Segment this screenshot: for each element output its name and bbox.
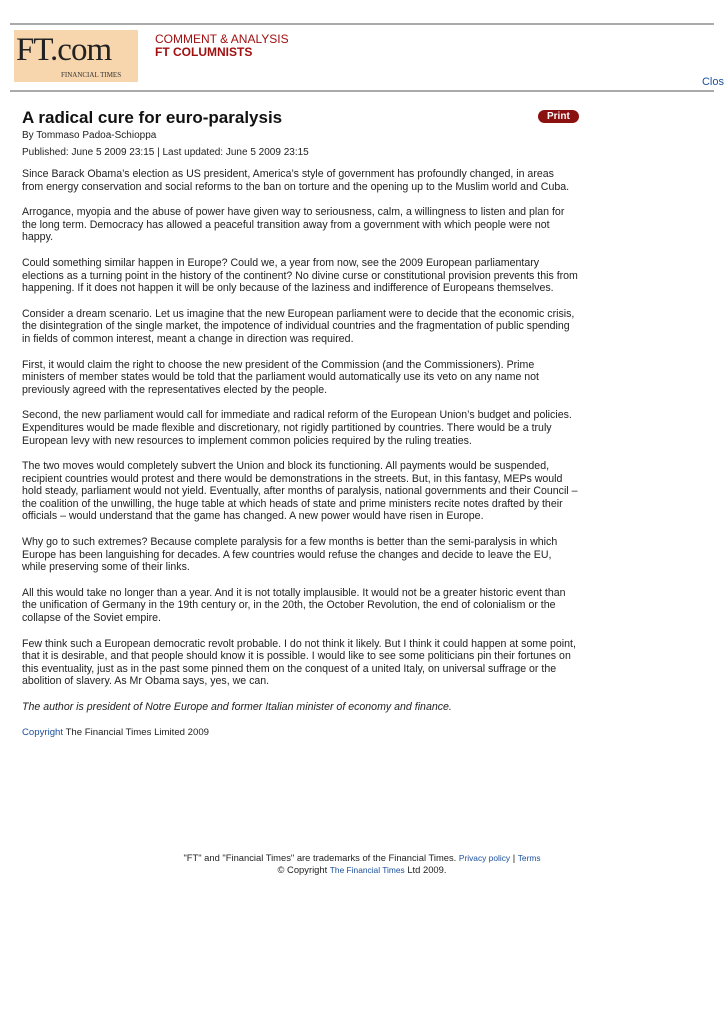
print-button[interactable]: Print (538, 110, 579, 123)
top-rule (10, 23, 714, 25)
paragraph: First, it would claim the right to choose the new president of the Commission (and the Commissioners). Prime ministers of member states would be told that the parliament would automatically use its veto on any name not previously agreed with the representatives elected by the people. (22, 358, 540, 396)
paragraph: Consider a dream scenario. Let us imagine that the new European parliament were to decide that the economic crisis, the disintegration of the single market, the impotence of individual countries and the fragmentation of public spending in fields of common interest, meant a change in direction was required. (22, 307, 575, 345)
paragraph: All this would take no longer than a year. And it is not totally implausible. It would not be a greater historic event than the unification of Germany in the 19th century or, in the 20th, the October Revolution, the end of colonialism or the collapse of the Soviet empire. (22, 586, 566, 625)
copyright-line (22, 727, 578, 740)
subsection-label: FT COLUMNISTS (155, 45, 253, 59)
logo-text: FT.com (16, 32, 112, 68)
financial-times-link[interactable]: The Financial Times (329, 865, 405, 875)
privacy-policy-link[interactable]: Privacy policy (458, 853, 511, 863)
ft-logo[interactable] (14, 30, 138, 82)
article-title: A radical cure for euro-paralysis (22, 108, 283, 127)
copyright-link[interactable]: Copyright (22, 726, 64, 738)
paragraph: Few think such a European democratic revolt probable. I do not think it likely. But I think it could happen at some point, that it is desirable, and that people should know it is possible. I would like to see some politicians pin their fortunes on this eventuality, just as in the past some pinned them on the conquest of a united Italy, on universal suffrage or the abolition of slavery. As Mr Obama says, yes, we can. (22, 637, 576, 688)
separator: | (512, 852, 516, 863)
footer (0, 852, 724, 876)
copyright-text: The Financial Times Limited 2009 (65, 726, 210, 738)
byline: By Tommaso Padoa-Schioppa (22, 130, 157, 141)
paragraph: Arrogance, myopia and the abuse of power have given way to seriousness, calm, a willingness to listen and plan for the long term. Democracy has allowed a peaceful transition away from a government with which people were not happy. (22, 206, 565, 244)
copyright-prefix: © Copyright (277, 864, 328, 875)
paragraph: Why go to such extremes? Because complete paralysis for a few months is better than the semi-paralysis in which Europe has been languishing for decades. A few countries would refuse the changes and decide to leave the EU, while preserving some of their links. (22, 536, 558, 574)
author-note: The author is president of Notre Europe and former Italian minister of economy and finance. (22, 701, 452, 713)
paragraph: The two moves would completely subvert the Union and block its functioning. All payments would be suspended, recipient countries would protest and there would be demonstrations in the streets. But, in this fantasy, MEPs would hold steady, parliament would not yield. Eventually, after months of paralysis, national governments and their Council – the coalition of the unwilling, the huge table at which heads of state and prime ministers recite notes drafted by their officials – would understand that the game has changed. A new power would have risen in Europe. (22, 460, 578, 523)
terms-link[interactable]: Terms (517, 853, 541, 863)
paragraph: Could something similar happen in Europe? Could we, a year from now, see the 2009 European parliamentary elections as a turning point in the history of the continent? No divine curse or constitutional provision prevents this from happening. If it does not happen it will be only because of the laziness and indifference of Europeans themselves. (22, 256, 578, 295)
trademark-text: "FT" and "Financial Times" are trademarks of the Financial Times. (183, 852, 457, 863)
section-header (155, 33, 289, 59)
paragraph: Since Barack Obama’s election as US president, America’s style of government has profoundly changed, in areas from energy conservation and social reforms to the ban on torture and the opening up to the Muslim world and Cuba. (22, 168, 570, 193)
article-body (22, 168, 578, 752)
logo-subtitle: FINANCIAL TIMES (61, 71, 122, 79)
paragraph: Second, the new parliament would call for immediate and radical reform of the European Union’s budget and policies. Expenditures would be made flexible and discretionary, not rigidly partitioned by countries. There would be a truly European levy with new resources to implement common policies required by the ruling treaties. (22, 409, 572, 447)
copyright-suffix: Ltd 2009. (407, 864, 447, 875)
close-link[interactable]: Clos (701, 76, 724, 88)
section-label: COMMENT & ANALYSIS (155, 32, 289, 46)
header-rule (10, 90, 714, 92)
published-date: Published: June 5 2009 23:15 | Last updated: June 5 2009 23:15 (22, 147, 309, 158)
